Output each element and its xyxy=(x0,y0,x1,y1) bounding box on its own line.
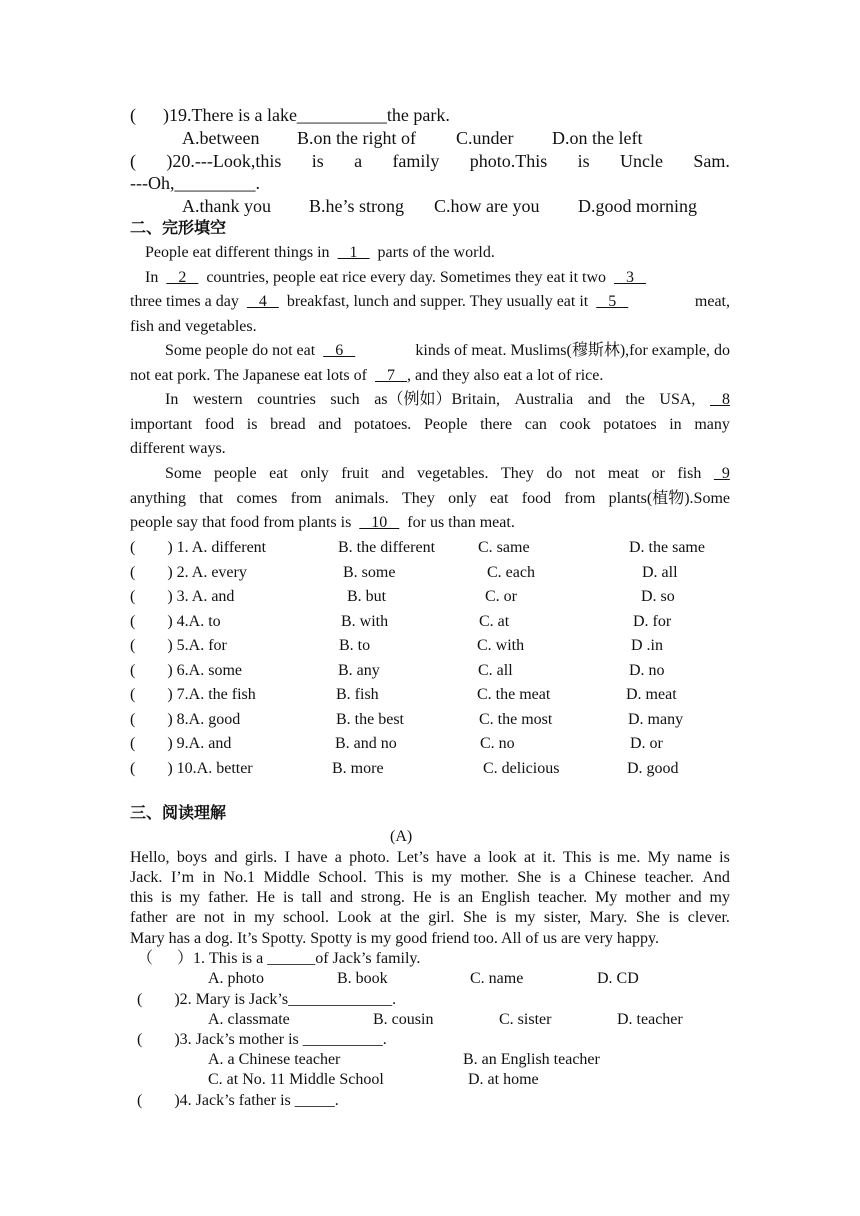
text-word: My xyxy=(595,889,618,906)
text-word: And xyxy=(702,869,730,886)
text-word: and xyxy=(329,889,353,906)
text-word: as（例如）Britain, xyxy=(374,391,500,408)
reading-q1-option-d: D. CD xyxy=(597,970,639,987)
text-word: for us than meat. xyxy=(399,514,515,531)
text-word: my xyxy=(709,889,730,906)
option-row-10-d: D. good xyxy=(627,760,679,777)
text-word: comes xyxy=(236,490,278,507)
option-row-8-d: D. many xyxy=(628,711,684,728)
blank-5: 5 xyxy=(596,293,629,310)
text-word: In xyxy=(165,391,179,408)
text-word: is xyxy=(598,849,610,866)
q20-reply: ---Oh,_________. xyxy=(130,173,260,193)
text-word: and xyxy=(214,849,238,866)
reading-q1-option-c: C. name xyxy=(470,970,524,987)
text-word: photo. xyxy=(349,849,390,866)
q19-option-b: B.on the right of xyxy=(297,128,416,148)
q20-stem xyxy=(130,152,730,170)
text-word: Hello, xyxy=(130,849,170,866)
option-row-7-d: D. meat xyxy=(626,686,677,703)
option-row-8-c: C. the most xyxy=(479,711,553,728)
text-word: a xyxy=(473,849,481,866)
text-word: not xyxy=(574,465,596,482)
text-word: anything xyxy=(130,490,186,507)
text-word: is xyxy=(246,416,258,433)
cloze-line-4: fish and vegetables. xyxy=(130,318,257,335)
option-row-1-b: B. the different xyxy=(338,539,436,556)
cloze-line-10 xyxy=(165,466,730,482)
reading-q3-option-a: A. a Chinese teacher xyxy=(208,1051,341,1068)
text-word: Middle xyxy=(263,869,310,886)
text-word: my xyxy=(179,889,201,906)
text-word: is xyxy=(439,889,451,906)
section-heading-cloze: 二、完形填空 xyxy=(130,218,227,237)
text-word: USA, xyxy=(659,391,696,408)
option-row-9-d: D. or xyxy=(630,735,663,752)
reading-q2-option-c: C. sister xyxy=(499,1011,552,1028)
text-word: cook xyxy=(559,416,591,433)
text-word: English xyxy=(481,889,530,906)
text-word: and xyxy=(381,465,405,482)
text-word: Sam. xyxy=(693,151,730,171)
reading-q2-option-a: A. classmate xyxy=(208,1011,290,1028)
text-word: is xyxy=(495,909,507,926)
text-word: Chinese xyxy=(584,869,637,886)
cloze-line-5 xyxy=(165,343,730,359)
text-word: No.1 xyxy=(223,869,256,886)
text-word: is xyxy=(161,889,172,906)
text-word: school. xyxy=(283,909,329,926)
text-word: In xyxy=(145,269,167,286)
text-word: my xyxy=(514,909,536,926)
text-word: that xyxy=(199,490,224,507)
text-word: , and they also eat a lot of rice. xyxy=(406,367,604,384)
text-word: is xyxy=(577,151,590,171)
q19-option-a: A.between xyxy=(182,128,260,148)
text-word: eat xyxy=(269,465,288,482)
text-word: my xyxy=(254,909,275,926)
text-word: have xyxy=(436,849,467,866)
option-row-4-d: D. for xyxy=(633,613,672,630)
text-word: is xyxy=(549,869,561,886)
text-word: do xyxy=(546,465,563,482)
text-word: is xyxy=(719,849,730,866)
option-row-2-d: D. all xyxy=(642,564,678,581)
option-row-6-a: ( ) 6.A. some xyxy=(130,662,242,679)
option-row-5-a: ( ) 5.A. for xyxy=(130,637,227,654)
section-heading-reading: 三、阅读理解 xyxy=(130,803,227,822)
text-word: teacher. xyxy=(537,889,588,906)
text-word: fish xyxy=(677,465,702,482)
blank-1: 1 xyxy=(337,244,370,261)
text-word: girl. xyxy=(428,909,455,926)
cloze-line-7 xyxy=(165,392,730,408)
text-word: fruit xyxy=(341,465,369,482)
text-word: is xyxy=(668,909,680,926)
text-word: a xyxy=(568,869,577,886)
text-word: She xyxy=(463,909,488,926)
text-word: father. xyxy=(208,889,249,906)
reading-q3-option-d: D. at home xyxy=(468,1071,539,1088)
option-row-5-c: C. with xyxy=(477,637,525,654)
text-word: countries, people eat rice every day. Sometimes they eat it two xyxy=(198,269,615,286)
option-row-7-a: ( ) 7.A. the fish xyxy=(130,686,256,703)
text-word: bread xyxy=(270,416,306,433)
text-word: mother xyxy=(625,889,671,906)
q20-option-d: D.good morning xyxy=(578,196,697,216)
q19-option-c: C.under xyxy=(456,128,514,148)
option-row-6-d: D. no xyxy=(629,662,665,679)
text-word: look xyxy=(488,849,517,866)
option-row-10-c: C. delicious xyxy=(483,760,560,777)
option-row-3-a: ( ) 3. A. and xyxy=(130,588,235,605)
text-word: My xyxy=(647,849,670,866)
option-row-9-c: C. no xyxy=(480,735,515,752)
text-word: and xyxy=(587,391,611,408)
text-word: three times a day xyxy=(130,293,247,310)
text-word: western xyxy=(192,391,243,408)
option-row-9-a: ( ) 9.A. and xyxy=(130,735,232,752)
text-word: the xyxy=(625,391,645,408)
cloze-line-12 xyxy=(130,515,515,531)
text-word: Let’s xyxy=(396,849,429,866)
reading-q3-stem: ( )3. Jack’s mother is __________. xyxy=(137,1031,387,1048)
option-row-8-b: B. the best xyxy=(336,711,404,728)
text-word: is xyxy=(311,151,324,171)
text-word: This xyxy=(563,849,592,866)
text-word: it. xyxy=(542,849,556,866)
cloze-line-6 xyxy=(130,368,603,384)
option-row-4-c: C. at xyxy=(479,613,510,630)
text-word: at xyxy=(379,909,392,926)
text-word: are xyxy=(175,909,196,926)
text-word: at xyxy=(523,849,536,866)
reading-q1-option-b: B. book xyxy=(337,970,388,987)
q20-option-b: B.he’s strong xyxy=(309,196,405,216)
text-word: She xyxy=(517,869,542,886)
q19-stem: ( )19.There is a lake__________the park. xyxy=(130,105,450,125)
text-word: eat xyxy=(489,490,509,507)
text-word: animals. xyxy=(334,490,389,507)
q19-option-d: D.on the left xyxy=(552,128,643,148)
option-row-5-d: D .in xyxy=(631,637,663,654)
option-row-9-b: B. and no xyxy=(335,735,397,752)
text-word: in xyxy=(202,869,215,886)
text-word: countries xyxy=(257,391,316,408)
reading-q4-stem: ( )4. Jack’s father is _____. xyxy=(137,1092,339,1109)
text-word: Some people do not eat xyxy=(165,342,324,359)
text-word: This xyxy=(375,869,404,886)
blank-9: 9 xyxy=(713,465,730,482)
text-word: my xyxy=(431,869,452,886)
passage-line-1 xyxy=(130,850,730,866)
blank-6: 6 xyxy=(323,342,356,359)
text-word: meat, xyxy=(686,293,730,310)
cloze-line-9: different ways. xyxy=(130,440,226,457)
reading-q3-option-b: B. an English teacher xyxy=(463,1051,600,1068)
text-word: this xyxy=(130,889,154,906)
option-row-4-a: ( ) 4.A. to xyxy=(130,613,221,630)
text-word: important xyxy=(130,416,193,433)
reading-q3-option-c: C. at No. 11 Middle School xyxy=(208,1071,384,1088)
text-word: Mary. xyxy=(589,909,628,926)
text-word: is xyxy=(282,889,294,906)
option-row-7-b: B. fish xyxy=(336,686,379,703)
text-word: Australia xyxy=(514,391,574,408)
text-word: Look xyxy=(337,909,372,926)
text-word: potatoes. xyxy=(353,416,412,433)
text-word: or xyxy=(651,465,665,482)
text-word: She xyxy=(635,909,660,926)
text-word: only xyxy=(300,465,329,482)
text-word: He xyxy=(412,889,432,906)
option-row-2-c: C. each xyxy=(487,564,535,581)
option-row-1-a: ( ) 1. A. different xyxy=(130,539,267,556)
q20-option-c: C.how are you xyxy=(434,196,540,216)
reading-q1-stem: （ ）1. This is a ______of Jack’s family. xyxy=(137,950,421,967)
option-row-5-b: B. to xyxy=(339,637,371,654)
text-word: such xyxy=(330,391,360,408)
text-word: meat xyxy=(607,465,639,482)
text-word: Some xyxy=(165,465,202,482)
text-word: teacher. xyxy=(644,869,694,886)
text-word: I xyxy=(284,849,290,866)
text-word: plants(植物).Some xyxy=(608,490,730,507)
text-word: tall xyxy=(301,889,322,906)
text-word: is xyxy=(412,869,423,886)
text-word: family xyxy=(392,151,440,171)
option-row-3-d: D. so xyxy=(641,588,675,605)
passage-line-5: Mary has a dog. It’s Spotty. Spotty is my good friend too. All of us are very happy. xyxy=(130,930,659,947)
option-row-2-a: ( ) 2. A. every xyxy=(130,564,247,581)
text-word: have xyxy=(297,849,328,866)
text-word: an xyxy=(458,889,474,906)
text-word: He xyxy=(256,889,276,906)
text-word: photo.This xyxy=(469,151,548,171)
option-row-6-b: B. any xyxy=(338,662,380,679)
option-row-3-b: B. but xyxy=(347,588,387,605)
option-row-8-a: ( ) 8.A. good xyxy=(130,711,241,728)
text-word: sister, xyxy=(543,909,582,926)
text-word: can xyxy=(524,416,547,433)
text-word: name xyxy=(677,849,712,866)
cloze-line-8 xyxy=(130,417,730,433)
reading-q2-option-b: B. cousin xyxy=(373,1011,434,1028)
text-word: strong. xyxy=(360,889,405,906)
text-word: People eat different things in xyxy=(145,244,338,261)
passage-line-4 xyxy=(130,910,730,926)
text-word: and xyxy=(678,889,702,906)
text-word: father xyxy=(130,909,168,926)
text-word: clever. xyxy=(687,909,730,926)
text-word: in xyxy=(233,909,246,926)
text-word: from xyxy=(290,490,322,507)
reading-q1-option-a: A. photo xyxy=(208,970,264,987)
option-row-3-c: C. or xyxy=(485,588,517,605)
text-word: and xyxy=(318,416,342,433)
option-row-10-a: ( ) 10.A. better xyxy=(130,760,253,777)
text-word: me. xyxy=(616,849,641,866)
text-word: food xyxy=(521,490,552,507)
option-row-2-b: B. some xyxy=(343,564,396,581)
passage-line-3 xyxy=(130,890,730,906)
text-word: a xyxy=(334,849,342,866)
option-row-10-b: B. more xyxy=(332,760,384,777)
text-word: mother. xyxy=(460,869,509,886)
text-word: girls. xyxy=(244,849,278,866)
cloze-line-11 xyxy=(130,491,730,507)
text-word: the xyxy=(400,909,420,926)
reading-q2-option-d: D. teacher xyxy=(617,1011,683,1028)
q20-option-a: A.thank you xyxy=(182,196,271,216)
blank-10: 10 xyxy=(359,514,400,531)
text-word: )20.---Look,this xyxy=(166,151,282,171)
blank-8: 8 xyxy=(709,391,730,408)
option-row-7-c: C. the meat xyxy=(477,686,551,703)
text-word: boys xyxy=(176,849,208,866)
cloze-line-2 xyxy=(145,270,646,286)
text-word: not xyxy=(204,909,225,926)
text-word: there xyxy=(480,416,513,433)
text-word: They xyxy=(402,490,435,507)
text-word: people say that food from plants is xyxy=(130,514,360,531)
blank-7: 7 xyxy=(374,367,407,384)
text-word: I’m xyxy=(170,869,195,886)
text-word: only xyxy=(448,490,477,507)
text-word: a xyxy=(354,151,363,171)
text-word: Jack. xyxy=(130,869,163,886)
text-word: food xyxy=(204,416,235,433)
text-word: Uncle xyxy=(620,151,664,171)
reading-q2-stem: ( )2. Mary is Jack’s_____________. xyxy=(137,991,397,1008)
passage-line-2 xyxy=(130,870,730,886)
text-word: They xyxy=(501,465,534,482)
text-word: ( xyxy=(130,151,136,171)
passage-label: (A) xyxy=(390,828,413,845)
text-word: in xyxy=(669,416,682,433)
text-word: potatoes xyxy=(603,416,657,433)
blank-4: 4 xyxy=(246,293,279,310)
option-row-6-c: C. all xyxy=(478,662,513,679)
text-word: from xyxy=(564,490,596,507)
blank-2: 2 xyxy=(166,269,199,286)
blank-3: 3 xyxy=(614,269,647,286)
text-word: vegetables. xyxy=(416,465,489,482)
option-row-1-c: C. same xyxy=(478,539,530,556)
text-word: people xyxy=(213,465,257,482)
option-row-1-d: D. the same xyxy=(629,539,705,556)
cloze-line-3 xyxy=(130,294,730,310)
text-word: kinds of meat. Muslims(穆斯林),for example, do xyxy=(407,342,730,359)
text-word: parts of the world. xyxy=(369,244,495,261)
text-word: not eat pork. The Japanese eat lots of xyxy=(130,367,375,384)
text-word: many xyxy=(694,416,730,433)
text-word: School. xyxy=(318,869,367,886)
text-word: People xyxy=(423,416,468,433)
cloze-line-1 xyxy=(145,245,495,261)
text-word: breakfast, lunch and supper. They usually eat it xyxy=(278,293,597,310)
option-row-4-b: B. with xyxy=(341,613,389,630)
